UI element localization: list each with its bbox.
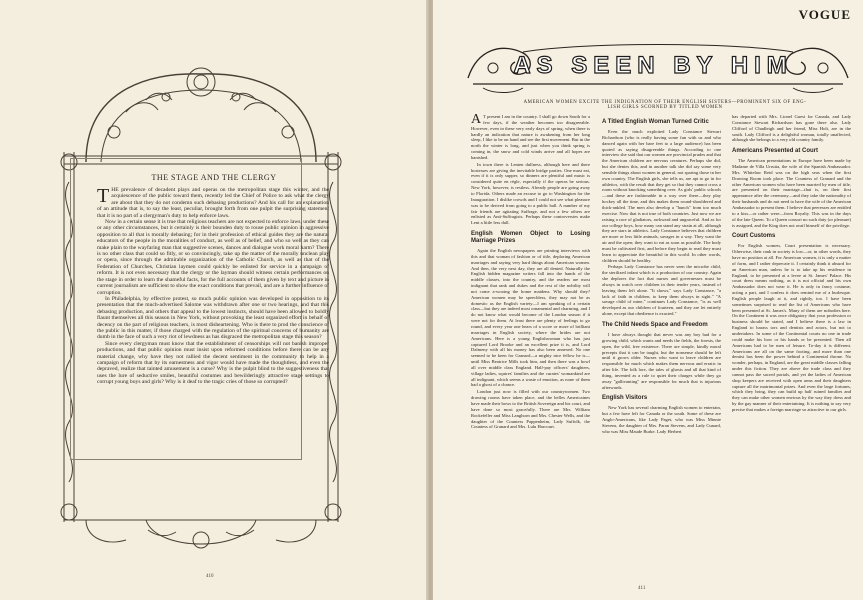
paragraph: Perhaps Lady Constance has never seen the microbe child, the sterilized infant which is a production of our country. Again she deplores the fact that nurses and governesses must be always in watch over children in their tender years, instead of leaving them left alone. "It shows," says Lady Constance, "a lack of faith in children, to keep them always in sight." "A savage child of mine," continues Lady Constance, "is as well developed as our children of fourteen, and they are let entirely alone, except that obedience is exacted." — [602, 264, 721, 317]
paragraph: A T present I am in the country. I shall go down South for a few days, if the weather becomes too disagreeable. However, even in these very early days of spring, when there is hardly an indication that nature is awakening from her long sleep, I like to be on hand and see the first movement. But in the north the winter is long, and just when you think spring is coming in, the snow and cold winds arrive and all hopes are banished. — [471, 114, 590, 160]
section-heading: A Titled English Woman Turned Critic — [602, 119, 709, 125]
paragraph: The American presentations in Europe have been made by Madame de Villa Urrutia, the wife of the Spanish Ambassador. Mrs. Whitelaw Reid was on the high seas when the first Drawing Room took place. The Countess of Granard and the other American women who have been married by men of title, are presented on their marriage—that is, on their first appearance after the ceremony—and they take the nationality of their husbands and do not need to have the wife of the American Ambassador to present them. I believe that peeresses are entitled to a kiss—or rather were—from Royalty. This was in the days of the late Queen. To a Queen consort no such duty (or pleasure) is assigned, and the King does not avail himself of the privilege. — [732, 158, 851, 228]
paragraph: has departed with Mrs. Lionel Guest for Canada, and Lady Constance Stewart Richardson has gone there also. Lady Clifford of Chudleigh and her friend, Miss Holt, are in the south. Lady Clifford is a delightful woman, totally unaffected, although she belongs to a very old country family. — [732, 114, 851, 143]
drop-cap: T — [97, 185, 110, 207]
article-title: THE STAGE AND THE CLERGY — [151, 173, 277, 182]
section-heading: English Women Object to Losing Marriage Prizes — [471, 231, 590, 245]
column-2 — [602, 114, 721, 580]
section-heading: Americans Presented at Court — [732, 148, 819, 155]
subhead-line: AMERICAN WOMEN EXCITE THE INDIGNATION OF THEIR ENGLISH SISTERS—PROMINENT SIX OF ENG- — [523, 100, 807, 105]
article-body — [97, 187, 329, 386]
page-number: 411 — [638, 586, 646, 591]
right-page — [433, 0, 863, 600]
paragraph: In Philadelphia, by effective protest, so much public opinion was developed in opposition to its presentation that the much-advertised Salome was withdrawn after one or two hearings, and that this debasing production, and others that appeal to the lowest instincts, should have been allowed to boldly flaunt themselves all this season in New York, without provoking the least organized effort in behalf of decency on the part of religious teachers, is most disheartening. Who is there to prod the conscience of the public in this matter, if those charged with the regulation of the spiritual concerns of humanity are dumb in the face of such a very riot of lewdness as has disgraced the metropolitan stage this season? — [97, 295, 329, 341]
paragraph: THE prevalence of decadent plays and operas on the metropolitan stage this winter, and the acquiescence of the public toward them, recently led the Chief of Police to ask what the clergy are about that they do not condemn such debasing productions? And his call for an explanation of an attitude that is, to say the least, peculiar, brought forth from one pulpit the surprising statement that it is no part of a clergyman's duty to help enforce laws. — [97, 185, 329, 219]
paragraph: In town there is Lenten dullness, although here and there hostesses are giving the inevitable bridge parties. One must eat, even if it is only supper, so dinners are plentiful and music is considered quite en règle, especially if the operas be serious. New York, however, is restless. Already people are going away to Florida. Others made an excuse to go to Washington for the Inauguration. I dislike crowds and I could not see what pleasure was to be derived from going to a public ball. A number of my fair friends are agitating Suffrage, and not a few others are enlisted as Anti-Suffragists. Perhaps these controversies make Lent a little less dull. — [471, 161, 590, 226]
section-heading: Court Customs — [732, 233, 776, 240]
paragraph: Even the much exploited Lady Constance Stewart Richardson (who is really having some fun with us and who danced again with her bare feet to a large audience) has been quoted as saying disagreeable things. According to one interview she said that our women are provincial prudes and that the American children are nervous creatures. Perhaps she did, but she denies this, and in another talk she did say some very sensible things about women in general, not sparing those in her own country. The English girls, she tells us, are apt to go in for athletics, with the result that they get so that they cannot cross a room without knocking something over. As girls' public schools—and these are fashionable in a way over there—they play hockey all the time, and this makes them round-shouldered and thick-ankled. The men also develop a "hunch" from too much exercise. Now that is not true of both countries. Just now we are raising a race of gladiators, awkward and ungraceful. And as for our college boys, how many can stand any strain at all, although they are stars in athletics. Lady Constance believes that children are more or less little animals, savages in a way. They want the air and the open; they want to eat as soon as possible. The body must be cultivated first, and before they begin to read they must learn to appreciate the beautiful in this world. In other words, children should be healthy. — [602, 129, 721, 263]
page-number: 410 — [206, 574, 214, 579]
column-3 — [732, 114, 851, 580]
paragraph: Now in a certain sense it is true that religious teachers are not expected to enforce laws, under these or any other circumstances, but it certainly is their bounden duty to rouse public opinion in aggressive opposition to all that is morally debasing; for in their profession of ethical guides they are the natural educators of the people in the moralities of conduct, as well as of belief, and who so well as they can make plain to the wayfaring man that suggestive scenes, dances and dialogue work moral harm? There is no other class that could so fitly, or so convincingly, take up the matter of the morally unclean play or opera, since through the admirable organization of the Catholic Church, as well as that of the Federation of Churches, Christian laymen could quickly be enlisted for service in a campaign of reform. It is not even necessary that the clergy or the layman should witness certain performances on the stage in order to learn the shameful facts, for the full accounts of them given by text and picture in current journalism are sufficient to show the exact conditions that prevail, and are a further influence of corruption. — [97, 219, 329, 296]
paragraph: New York has several charming English women to entertain, but a few have left for Canada or the south. Some of these are Anglo-Americans, like Lady Paget, who was Miss Minnie Stevens, the daughter of Mrs. Paran Stevens, and Lady Cunard, who was Miss Maude Burke. Lady Herbert — [602, 405, 721, 434]
paragraph: For English women, Court presentation is necessary. Otherwise, their rank in society is low—or, in other words, they have no position at all. For American women, it is only a matter of form, and I rather deprecate it. I certainly think it absurd for an American man, unless he is to take up his residence in England, to be presented at a levee at St. James' Palace. His court dress means nothing, as it is not official and his own Ambassador does not wear it. He is only in fancy costume, acting a part, and I confess it does remind me of a burlesque. English people laugh at it, and rightly, too. I have been sometimes surprised to read the list of Americans who have been presented at St. James's. Many of them are nobodies here. On the Continent it was once obligatory that your profession or business should be stated, and I believe there is a law in England to harass tors and dentists and actors, but not to undertakers. In some of the Continental courts no one in trade could make his bow or his hands or be presented. Then all Americans had to be men of leisure. To-day it is different. Americans are all on the same footing, and more than one dentist has been the power behind a Continental throne. No wonder, perhaps, in England, are the great middle classes falling under this fiction. They are above the trade class and they cannot pass the sacred portals, and yet the ladies of American shop keepers are received with open arms and their daughters capture all the matrimonial prizes. And even the large fortunes, which they bring, they can build up half ruined families and they can make other women envious by the way they dress and by the gay manner of their entertaining. It is nothing to say very precise that makes a foreign marriage so attractive to our girls. — [732, 243, 851, 412]
drop-cap: A — [471, 114, 482, 127]
paragraph: Again the English newspapers are printing interviews with this and that woman of fashion or of title, deploring American marriages and saying very hard things about American women. And then, the very next day, they are all denied. Naturally the English hidden magazine writers fall into the hands of the middle classes, into the country, and the readers are most indignant that rank and dukes and the rest of the nobility will not come a-wooing the home maidens. Why should they? American women may be speechless, they may not be as domestic as the English variety—I am speaking of a certain class—but they are indeed most ornamental and charming, and I do not know what would become of the London season if it were not for them. At least there are plenty of feelings to go round, and every year one hears of a score or more of brilliant marriages in English society, where the brides are not Americans. Here is a young Englishwoman who has just captured Lord Brooke and an excellent prize it is, and Lord Dalmeny with all his money has also been annexed. No one seemed to be keen for Granard—a mighty nice fellow he is—until Miss Beatrice Mills took him, and then there was a howl all over middle class England. Half-pay officers' daughters, village ladies, squires' families and the curates' womankind are all indignant, which seems a waste of emotion, as none of them had a ghost of a chance. — [471, 248, 590, 388]
section-heading: The Child Needs Space and Freedom — [602, 322, 708, 328]
left-page — [0, 0, 428, 600]
column-1 — [471, 114, 590, 580]
banner-title: AS SEEN BY HIM — [513, 52, 793, 79]
paragraph: London just now is filled with our countrywomen. Two drawing rooms have taken place, and the belles Americaines have made their bows to the British Sovereign and his court, and have done so most gracefully. There are Mrs. William Rockefeller and Miss Langhorn and Mrs. Chester Wells, and the daughter of the Countess Pappenheim, Lady Suffolk, the Countess of Granard and Mrs. Lulu Harcourt. — [471, 389, 590, 430]
paragraph: Since every clergyman must know that the establishment of censorships will not banish improper productions, and that public opinion must insist upon reformed conditions before there can be any material change, why have they not rallied the decent sentiment in the community to help in a campaign of reform that by its earnestness and vigor would have made the thoughtless, and even the depraved, realize that tainted amusement is a curse? Why is the pulpit blind to the suggestiveness that uses the lure of seductive smiles, beautiful costumes and bewilderingly attractive stage settings to corrupt young boys and girls? Why is it deaf to the tragic cries of those so corrupted? — [97, 340, 329, 386]
subhead — [475, 100, 855, 110]
masthead: VOGUE — [798, 7, 851, 22]
paragraph: I have always thought that never was any boy had for a growing child, which wants and needs the fields, the forests, the open, the wild, free existence. There are simple, kindly moral precepts that it can be taught, but the nonsense should be left until it grows older. Nurses who want to leave children are responsible for much which makes them nervous and erratic in after life. The folk lore, the tales of ghosts and all that kind of thing, invented as a rule to quiet their charges while they go away "gallivanting" are responsible for much that is injurious afterwards. — [602, 332, 721, 390]
subhead-line: LISH GIRLS SCORNED BY TITLED WOMEN — [607, 105, 723, 110]
section-heading: English Visitors — [602, 395, 648, 402]
